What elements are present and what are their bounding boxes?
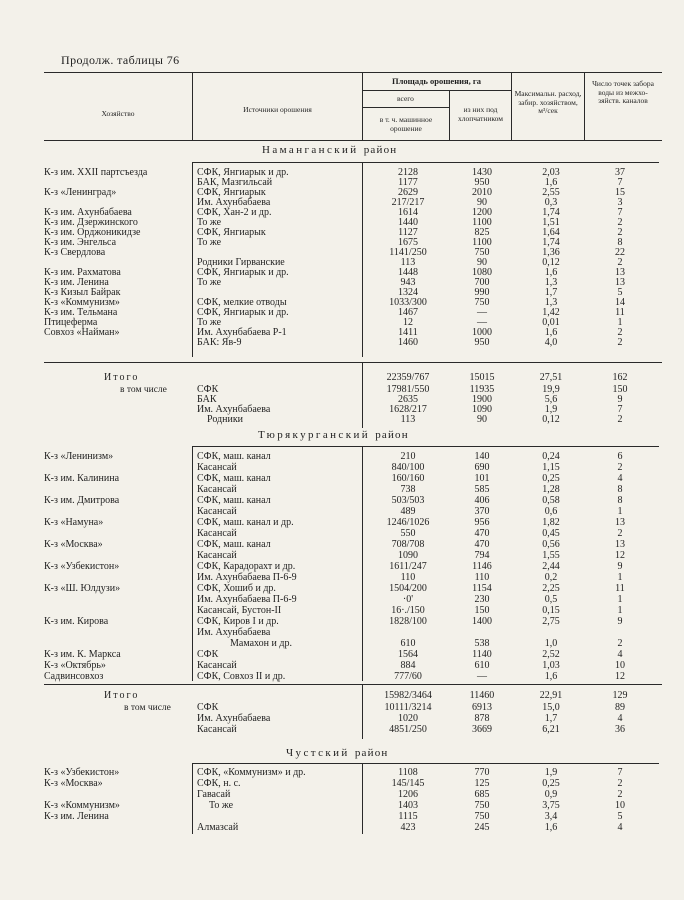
table-row: БАК: Яв-9 1460 950 4,0 2 bbox=[197, 337, 623, 348]
incl-row: Им. Ахунбабаева 1628/217 1090 1,9 7 bbox=[197, 404, 623, 415]
incl-row: Им. Ахунбабаева 1020 878 1,7 4 bbox=[197, 713, 623, 724]
total-subrule bbox=[362, 107, 449, 108]
table-row: Касансай 1090 794 1,55 12 bbox=[197, 550, 625, 561]
col-divider-5 bbox=[584, 73, 585, 140]
table-row: К-з им. Дмитрова СФК, маш. канал 503/503 406 0,58 8 bbox=[44, 495, 623, 506]
incl-label: в том числе bbox=[124, 703, 171, 713]
table-row: Совхоз «Найман» Им. Ахунбабаева Р-1 1411 1000 1,6 2 bbox=[44, 327, 623, 338]
table-row: Алмазсай 423 245 1,6 4 bbox=[197, 822, 623, 833]
header-top-rule bbox=[44, 72, 662, 73]
col-divider-3 bbox=[449, 90, 450, 140]
table-row: Гавасай 1206 685 0,9 2 bbox=[197, 789, 623, 800]
table-row: К-з Свердлова 1141/250 750 1,36 22 bbox=[44, 247, 625, 258]
table-row: К-з «Ленинград» СФК, Янгиарык 2629 2010 2,55 15 bbox=[44, 187, 625, 198]
table-row: К-з «Октябрь» Касансай 884 610 1,03 10 bbox=[44, 660, 625, 671]
table-row: К-з им. Ленина То же 943 700 1,3 13 bbox=[44, 277, 625, 288]
header-bottom-rule bbox=[44, 140, 662, 141]
itogo-label: Итого bbox=[104, 372, 140, 383]
table-row: К-з им. Дзержинского То же 1440 1100 1,51 2 bbox=[44, 217, 623, 228]
incl-row: СФК 10111/3214 6913 15,0 89 bbox=[197, 702, 625, 713]
table-row: К-з им. Кирова СФК, Киров I и др. 1828/100 1400 2,75 9 bbox=[44, 616, 623, 627]
table-row: БАК, Мазгильсай 1177 950 1,6 7 bbox=[197, 177, 623, 188]
table-row: К-з им. Калинина СФК, маш. канал 160/160 101 0,25 4 bbox=[44, 473, 623, 484]
table-row: К-з «Москва» СФК, н. с. 145/145 125 0,25 2 bbox=[44, 778, 623, 789]
table-row: К-з им. Рахматова СФК, Янгиарык и др. 1448 1080 1,6 13 bbox=[44, 267, 625, 278]
table-row: К-з «Коммунизм» То же 1403 750 3,75 10 bbox=[44, 800, 625, 811]
table-row: Касансай 489 370 0,6 1 bbox=[197, 506, 623, 517]
header-max-flow: Максимальн. расход, забир. хозяйством, м³/сек bbox=[514, 89, 582, 115]
table-row: К-з Кизыл Байрак 1324 990 1,7 5 bbox=[44, 287, 623, 298]
subtotal-rule bbox=[44, 684, 662, 685]
table-row: К-з «Москва» СФК, маш. канал 708/708 470 0,56 13 bbox=[44, 539, 625, 550]
table-row: Касансай 738 585 1,28 8 bbox=[197, 484, 623, 495]
table-row: Родники Гирванские 113 90 0,12 2 bbox=[197, 257, 623, 268]
incl-row: СФК 17981/550 11935 19,9 150 bbox=[197, 384, 628, 395]
header-area-group: Площадь орошения, га bbox=[392, 76, 481, 86]
subtotal-rule bbox=[44, 362, 662, 363]
header-source: Источники орошения bbox=[243, 105, 312, 114]
table-row: К-з «Намуна» СФК, маш. канал и др. 1246/1026 956 1,82 13 bbox=[44, 517, 625, 528]
section-rule bbox=[192, 763, 659, 764]
table-row: К-з им. Ахунбабаева СФК, Хан-2 и др. 1614 1200 1,74 7 bbox=[44, 207, 623, 218]
table-row: Касансай 840/100 690 1,15 2 bbox=[197, 462, 623, 473]
table-row: К-з «Коммунизм» СФК, мелкие отводы 1033/300 750 1,3 14 bbox=[44, 297, 625, 308]
section-rule bbox=[192, 162, 659, 163]
section-title-turakurgan: Тюрякурганский район bbox=[258, 429, 409, 441]
table-row: Касансай 550 470 0,45 2 bbox=[197, 528, 623, 539]
table-row: Птицеферма То же 12 — 0,01 1 bbox=[44, 317, 623, 328]
table-row: К-з им. Ленина 1115 750 3,4 5 bbox=[44, 811, 623, 822]
table-row: К-з «Узбекистон» СФК, «Коммунизм» и др. 1108 770 1,9 7 bbox=[44, 767, 623, 778]
table-row: Им. Ахунбабаева bbox=[197, 627, 271, 638]
incl-row: БАК 2635 1900 5,6 9 bbox=[197, 394, 623, 405]
section-rule bbox=[192, 446, 659, 447]
header-incl-machine: в т. ч. машинное орошение bbox=[379, 115, 433, 133]
itogo-label: Итого bbox=[104, 690, 140, 701]
header-total: всего bbox=[397, 94, 414, 103]
table-row: Садвинсовхоз СФК, Совхоз II и др. 777/60 — 1,6 12 bbox=[44, 671, 625, 682]
table-row: К-з им. Энгельса То же 1675 1100 1,74 8 bbox=[44, 237, 623, 248]
header-cotton: из них под хлопчатником bbox=[457, 105, 504, 123]
table-row: К-з им. Орджоникидзе СФК, Янгиарык 1127 825 1,64 2 bbox=[44, 227, 623, 238]
table-row: Касансай, Бустон-II 16·./150 150 0,15 1 bbox=[197, 605, 623, 616]
table-row: К-з им. К. Маркса СФК 1564 1140 2,52 4 bbox=[44, 649, 623, 660]
section-title-namangan: Наманганский район bbox=[262, 144, 398, 156]
page-title: Продолж. таблицы 76 bbox=[61, 53, 180, 67]
table-row: К-з «Ленинизм» СФК, маш. канал 210 140 0,24 6 bbox=[44, 451, 623, 462]
table-row: Мамахон и др. 610 538 1,0 2 bbox=[230, 638, 623, 649]
col-divider-4 bbox=[511, 73, 512, 140]
section-title-chust: Чустский район bbox=[286, 747, 389, 759]
incl-row: Родники 113 90 0,12 2 bbox=[207, 414, 623, 425]
table-row: К-з им. XXII партсъезда СФК, Янгиарык и др. 2128 1430 2,03 37 bbox=[44, 167, 625, 178]
table-row: Им. Ахунбабаева 217/217 90 0,3 3 bbox=[197, 197, 623, 208]
table-row: Им. Ахунбабаева П-6-9 ·0' 230 0,5 1 bbox=[197, 594, 623, 605]
itogo-row: 22359/767 15015 27,51 162 bbox=[386, 372, 628, 383]
table-row: К-з «Узбекистон» СФК, Карадорахт и др. 1611/247 1146 2,44 9 bbox=[44, 561, 623, 572]
header-intake-points: Число точек забора воды из межхо-зяйств. каналов bbox=[592, 79, 654, 105]
table-row: К-з им. Тельмана СФК, Янгиарык и др. 1467 — 1,42 11 bbox=[44, 307, 625, 318]
itogo-row: 15982/3464 11460 22,91 129 bbox=[384, 690, 628, 701]
table-row: Им. Ахунбабаева П-6-9 110 110 0,2 1 bbox=[197, 572, 623, 583]
incl-label: в том числе bbox=[120, 385, 167, 395]
table-row: К-з «Ш. Юлдузи» СФК, Хошиб и др. 1504/200 1154 2,25 11 bbox=[44, 583, 625, 594]
incl-row: Касансай 4851/250 3669 6,21 36 bbox=[197, 724, 625, 735]
area-group-rule bbox=[362, 90, 511, 91]
header-farm: Хозяйство bbox=[101, 109, 135, 118]
